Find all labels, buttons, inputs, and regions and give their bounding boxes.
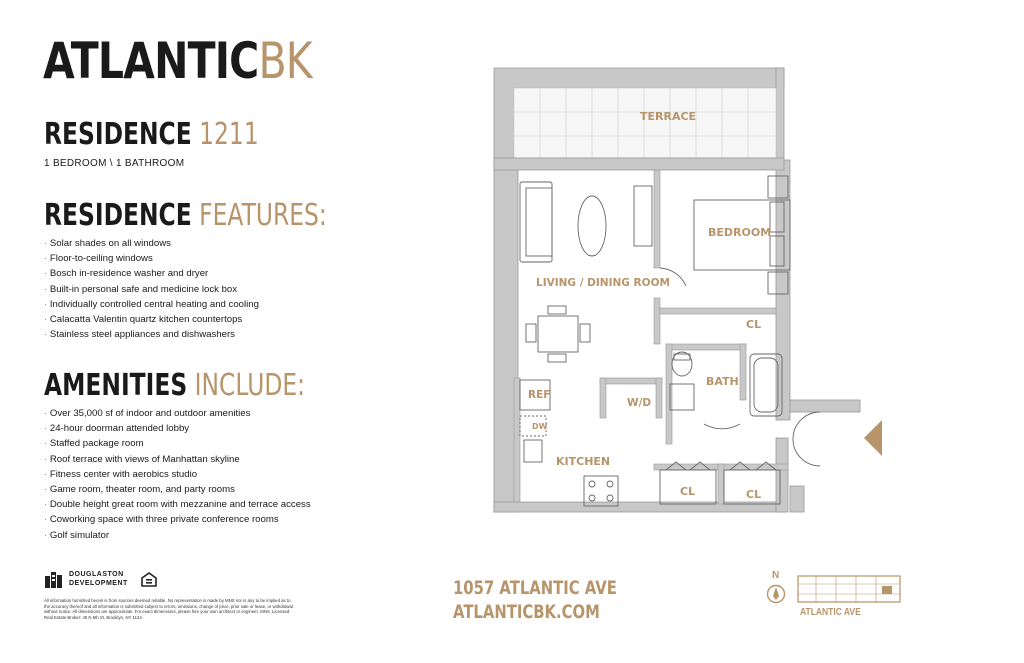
residence-label: RESIDENCE bbox=[44, 117, 192, 152]
list-item: · Stainless steel appliances and dishwashers bbox=[44, 327, 259, 342]
features-heading bbox=[44, 198, 327, 233]
list-item: · Golf simulator bbox=[44, 528, 311, 543]
list-item: · Game room, theater room, and party rooms bbox=[44, 482, 311, 497]
list-item: · 24-hour doorman attended lobby bbox=[44, 421, 311, 436]
list-item: · Individually controlled central heating and cooling bbox=[44, 297, 259, 312]
room-label-closet-hall-2: CL bbox=[746, 488, 762, 501]
residence-subtitle: 1 BEDROOM \ 1 BATHROOM bbox=[44, 158, 185, 169]
list-item: · Staffed package room bbox=[44, 436, 311, 451]
terrace-paving bbox=[514, 88, 776, 158]
address-street: 1057 ATLANTIC AVE bbox=[453, 577, 617, 599]
room-label-closet-hall-1: CL bbox=[680, 485, 696, 498]
amenities-list bbox=[44, 406, 311, 543]
room-label-washer-dryer: W/D bbox=[627, 397, 652, 409]
developer-logo bbox=[44, 570, 157, 588]
list-item: · Bosch in-residence washer and dryer bbox=[44, 266, 259, 281]
list-item: · Calacatta Valentin quartz kitchen countertops bbox=[44, 312, 259, 327]
list-item: · Roof terrace with views of Manhattan skyline bbox=[44, 452, 311, 467]
brand-accent: BK bbox=[258, 32, 312, 90]
bath-fixtures bbox=[670, 352, 782, 429]
compass-icon bbox=[766, 583, 786, 605]
room-label-ref: REF bbox=[528, 389, 551, 401]
room-label-bedroom: BEDROOM bbox=[708, 226, 772, 239]
list-item: · Solar shades on all windows bbox=[44, 236, 259, 251]
list-item: · Built-in personal safe and medicine lock box bbox=[44, 282, 259, 297]
amenities-heading bbox=[44, 368, 306, 403]
list-item: · Double height great room with mezzanine and terrace access bbox=[44, 497, 311, 512]
room-label-closet-bedroom: CL bbox=[746, 318, 762, 331]
amenities-label: AMENITIES bbox=[44, 368, 188, 403]
features-label: RESIDENCE bbox=[44, 198, 192, 233]
interior-walls bbox=[514, 170, 788, 504]
entry-arrow-icon bbox=[864, 420, 882, 456]
room-label-terrace: TERRACE bbox=[640, 110, 697, 123]
room-label-living: LIVING / DINING ROOM bbox=[536, 277, 670, 289]
equal-housing-icon bbox=[141, 572, 157, 587]
site-map-icon bbox=[796, 572, 902, 606]
street-label: ATLANTIC AVE bbox=[800, 607, 861, 618]
residence-number: 1211 bbox=[199, 117, 259, 152]
amenities-accent: INCLUDE: bbox=[194, 368, 306, 403]
room-label-bath: BATH bbox=[706, 375, 739, 388]
list-item: · Floor-to-ceiling windows bbox=[44, 251, 259, 266]
developer-line2: DEVELOPMENT bbox=[69, 580, 128, 587]
list-item: · Fitness center with aerobics studio bbox=[44, 467, 311, 482]
floor-plan bbox=[490, 66, 886, 516]
north-label: N bbox=[772, 570, 780, 581]
residence-heading bbox=[44, 117, 259, 152]
building-logo-icon bbox=[44, 570, 64, 588]
list-item: · Over 35,000 sf of indoor and outdoor amenities bbox=[44, 406, 311, 421]
developer-line1: DOUGLASTON bbox=[69, 571, 124, 578]
living-furniture bbox=[520, 182, 652, 362]
address-website[interactable]: ATLANTICBK.COM bbox=[453, 601, 600, 623]
features-list bbox=[44, 236, 259, 342]
room-label-kitchen: KITCHEN bbox=[556, 455, 611, 468]
list-item: · Coworking space with three private conference rooms bbox=[44, 512, 311, 527]
room-label-dishwasher: DW bbox=[532, 422, 548, 431]
disclaimer-text: All information furnished herein is from sources deemed reliable. No representation is made by MNS nor is any to be implied as to the accuracy thereof and all information is submitted subject to errors, omissions, change of price, prior sale or lease, or withdrawal without notice. All dimensions are approximate. For exact dimensions, please hire your own architect or engineer. MNS, Licensed Real Estate Broker: 40 N 6th St, Brooklyn, NY 1124. bbox=[44, 598, 293, 620]
brand-logo bbox=[43, 32, 312, 90]
features-accent: FEATURES: bbox=[199, 198, 327, 233]
brand-primary: ATLANTIC bbox=[43, 32, 259, 90]
